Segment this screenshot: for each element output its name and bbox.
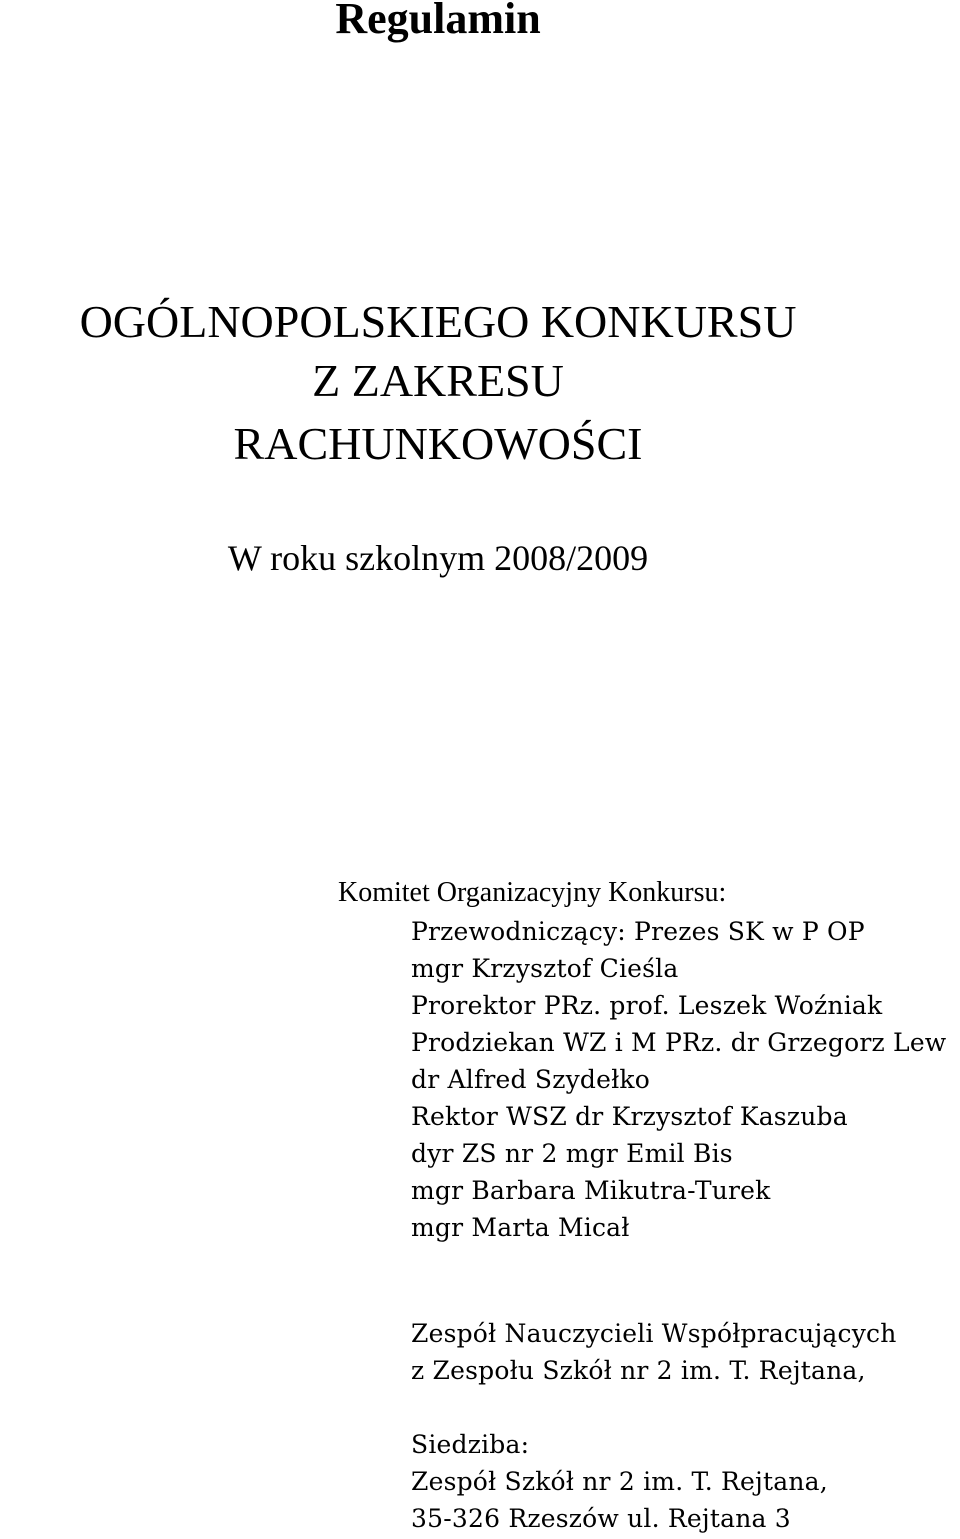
heading-line-3: RACHUNKOWOŚCI bbox=[233, 418, 643, 469]
committee-member: dr Alfred Szydełko bbox=[411, 1065, 651, 1094]
seat-label: Siedziba: bbox=[411, 1430, 530, 1459]
committee-member: mgr Krzysztof Cieśla bbox=[411, 954, 679, 983]
school-year-subtitle: W roku szkolnym 2008/2009 bbox=[227, 538, 649, 578]
teachers-line-1: Zespół Nauczycieli Współpracujących bbox=[411, 1319, 897, 1348]
committee-member: Rektor WSZ dr Krzysztof Kaszuba bbox=[411, 1102, 848, 1131]
heading-line-2: Z ZAKRESU bbox=[312, 355, 564, 406]
teachers-section bbox=[411, 1317, 897, 1391]
committee-member: Przewodniczący: Prezes SK w P OP bbox=[411, 917, 865, 946]
heading-line-1: OGÓLNOPOLSKIEGO KONKURSU bbox=[79, 296, 797, 347]
committee-member: mgr Barbara Mikutra-Turek bbox=[411, 1176, 771, 1205]
committee-member: Prodziekan WZ i M PRz. dr Grzegorz Lew bbox=[411, 1028, 947, 1057]
committee-member: Prorektor PRz. prof. Leszek Woźniak bbox=[411, 991, 883, 1020]
committee-heading: Komitet Organizacyjny Konkursu: bbox=[338, 877, 727, 908]
committee-members-list bbox=[411, 915, 946, 1248]
committee-member: mgr Marta Micał bbox=[411, 1213, 630, 1242]
committee-member: dyr ZS nr 2 mgr Emil Bis bbox=[411, 1139, 733, 1168]
seat-line-1: Zespół Szkół nr 2 im. T. Rejtana, bbox=[411, 1467, 828, 1496]
seat-section bbox=[411, 1428, 828, 1539]
teachers-line-2: z Zespołu Szkół nr 2 im. T. Rejtana, bbox=[411, 1356, 866, 1385]
seat-line-2: 35-326 Rzeszów ul. Rejtana 3 bbox=[411, 1504, 791, 1533]
document-title: Regulamin bbox=[335, 0, 541, 43]
